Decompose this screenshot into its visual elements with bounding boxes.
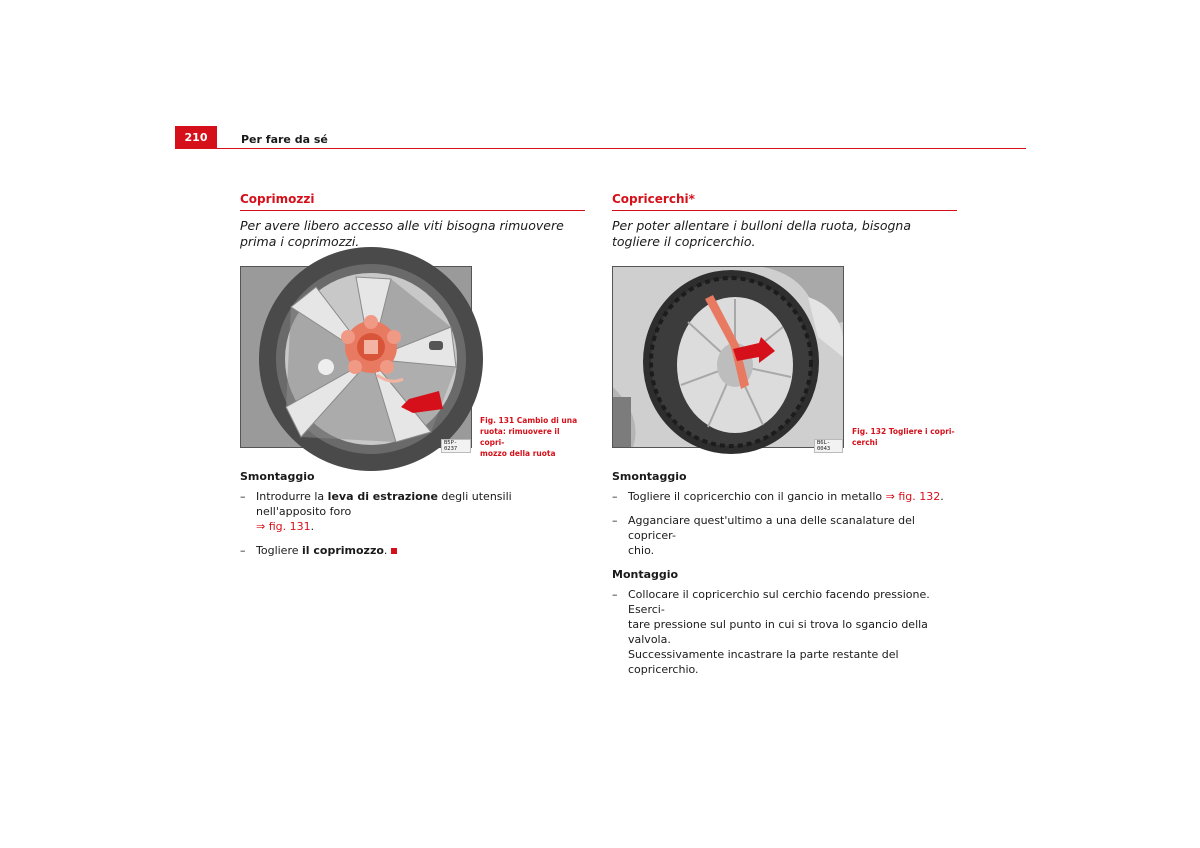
section-copricerchi	[612, 192, 957, 676]
section-coprimozzi	[240, 192, 585, 557]
wheel-cover-removal-photo	[612, 266, 844, 452]
figure-131	[240, 266, 585, 458]
subheading-smontaggio: Smontaggio	[612, 470, 687, 483]
figure-caption: Fig. 132 Togliere i copri- cerchi	[852, 427, 955, 447]
list-item: – Agganciare quest'ultimo a una delle scanalature del copricer- chio.	[612, 514, 915, 557]
figure-132	[612, 266, 957, 452]
figure-caption: Fig. 131 Cambio di una ruota: rimuovere il copri- mozzo della ruota	[480, 416, 578, 458]
hubcap-removal-photo	[240, 266, 472, 452]
instructions-smontaggio	[240, 470, 585, 567]
list-item: – Togliere il coprimozzo.	[240, 543, 585, 558]
subheading-montaggio: Montaggio	[612, 568, 679, 581]
figure-code: B6L-0043	[814, 439, 843, 453]
list-item: – Introdurre la leva di estrazione degli utensili nell'apposito foro ⇒ fig. 131.	[240, 490, 512, 533]
instructions-copricerchi	[612, 470, 957, 686]
figure-reference-link[interactable]: ⇒ fig. 132	[885, 490, 941, 503]
section-intro: Per poter allentare i bulloni della ruota, bisogna togliere il copricerchio.	[612, 218, 911, 249]
figure-code: B5P-0237	[441, 439, 471, 453]
list-item: – Togliere il copricerchio con il gancio in metallo ⇒ fig. 132.	[612, 490, 944, 503]
section-title: Coprimozzi	[240, 192, 585, 211]
list-item: – Collocare il copricerchio sul cerchio facendo pressione. Eserci- tare pressione sul punto in cui si trova lo sgancio della valvola. Successivamente incastrare la parte restante del copricerchio.	[612, 588, 930, 676]
page-number: 210	[175, 126, 217, 149]
figure-reference-link[interactable]: ⇒ fig. 131	[256, 520, 311, 533]
header-divider	[175, 148, 1026, 149]
section-title: Copricerchi*	[612, 192, 957, 211]
section-end-marker	[391, 548, 397, 554]
section-intro: Per avere libero accesso alle viti bisogna rimuovere prima i coprimozzi.	[240, 218, 564, 249]
subheading: Smontaggio	[240, 470, 315, 483]
running-header-title: Per fare da sé	[241, 133, 328, 146]
